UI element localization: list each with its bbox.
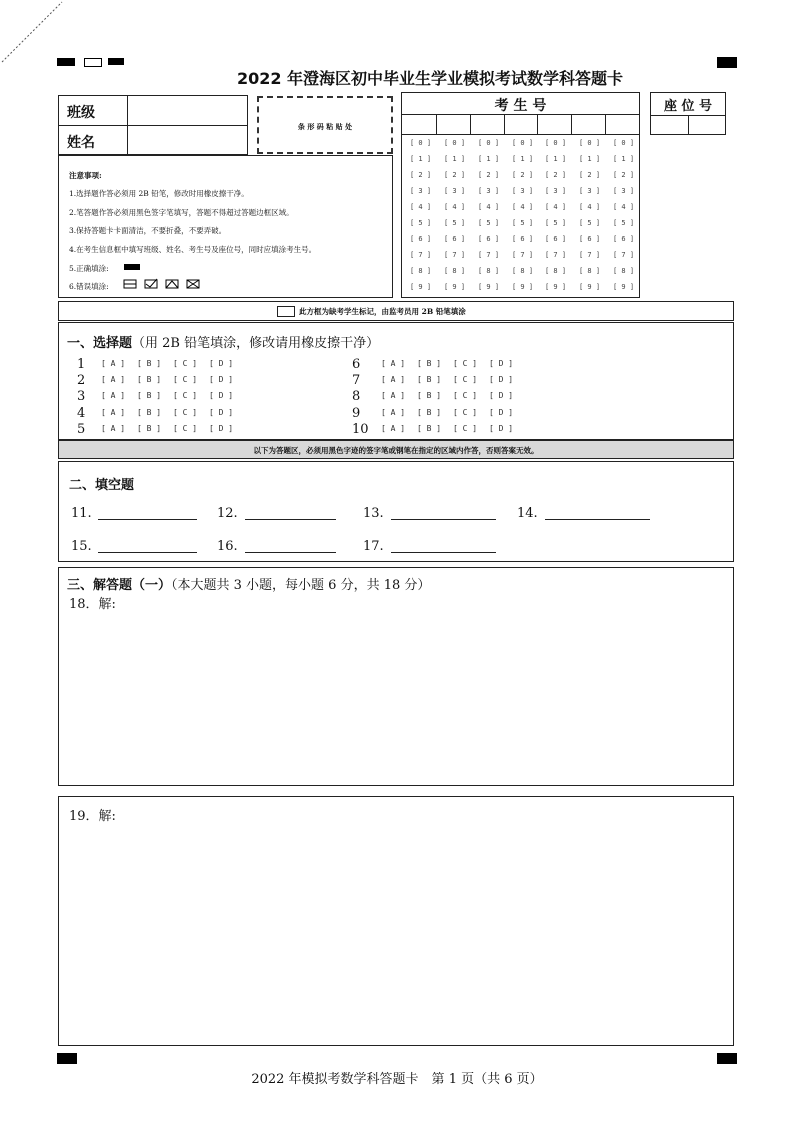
exam-digit-bubble[interactable]: [ 5 ] <box>512 219 534 227</box>
barcode-area <box>257 96 393 154</box>
question-number: 4 <box>77 405 86 421</box>
section1-title: 一、选择题 <box>67 336 133 351</box>
blank-line-17[interactable] <box>391 552 496 553</box>
choice-bubble-c[interactable]: [ C ] <box>453 375 478 385</box>
choice-bubble-b[interactable]: [ B ] <box>137 423 162 433</box>
choice-bubble-d[interactable]: [ D ] <box>209 391 234 401</box>
alignment-mark-hollow <box>84 58 102 67</box>
blank-number: 17. <box>363 539 384 554</box>
exam-digit-bubble[interactable]: [ 7 ] <box>579 251 601 259</box>
student-info-box <box>58 95 248 155</box>
choice-bubble-b[interactable]: [ B ] <box>417 359 442 368</box>
exam-digit-field[interactable] <box>437 115 469 133</box>
exam-digit-bubble[interactable]: [ 4 ] <box>613 203 635 211</box>
exam-digit-bubble[interactable]: [ 0 ] <box>545 139 567 147</box>
page-title: 2022 年澄海区初中毕业生学业模拟考试数学科答题卡 <box>236 69 624 88</box>
class-label: 班级 <box>67 105 95 121</box>
section3-title: 三、解答题（一） <box>67 578 172 593</box>
exam-digit-bubble[interactable]: [ 8 ] <box>444 267 466 275</box>
choice-bubble-d[interactable]: [ D ] <box>489 359 514 368</box>
choice-bubble-c[interactable]: [ C ] <box>173 407 198 417</box>
exam-digit-bubble[interactable]: [ 1 ] <box>579 155 601 163</box>
choice-bubble-b[interactable]: [ B ] <box>417 391 442 401</box>
blank-number: 15. <box>71 539 92 554</box>
exam-digit-bubble[interactable]: [ 9 ] <box>478 283 500 291</box>
exam-digit-bubble[interactable]: [ 3 ] <box>478 187 500 195</box>
choice-bubble-d[interactable]: [ D ] <box>209 359 234 368</box>
choice-bubble-a[interactable]: [ A ] <box>381 407 406 417</box>
choice-bubble-a[interactable]: [ A ] <box>101 407 126 417</box>
exam-digit-bubble[interactable]: [ 6 ] <box>444 235 466 243</box>
exam-digit-bubble[interactable]: [ 5 ] <box>545 219 567 227</box>
exam-digit-bubble[interactable]: [ 2 ] <box>444 171 466 179</box>
exam-digit-bubble[interactable]: [ 0 ] <box>410 139 432 147</box>
exam-digit-bubble[interactable]: [ 6 ] <box>478 235 500 243</box>
choice-section <box>58 322 734 440</box>
notice-title: 注意事项: <box>69 171 102 180</box>
exam-digit-bubble[interactable]: [ 3 ] <box>579 187 601 195</box>
notice-item: 6.错误填涂: <box>69 282 109 291</box>
exam-digit-bubble[interactable]: [ 9 ] <box>613 283 635 291</box>
alignment-mark <box>57 58 75 66</box>
choice-bubble-b[interactable]: [ B ] <box>137 375 162 385</box>
class-field[interactable] <box>129 97 247 124</box>
choice-bubble-d[interactable]: [ D ] <box>489 407 514 417</box>
seat-label: 座 位 号 <box>663 99 713 114</box>
notice-item: 4.在考生信息框中填写班级、姓名、考生号及座位号，同时应填涂考生号。 <box>69 245 317 254</box>
exam-digit-bubble[interactable]: [ 3 ] <box>410 187 432 195</box>
exam-digit-bubble[interactable]: [ 5 ] <box>410 219 432 227</box>
blank-line-13[interactable] <box>391 519 496 520</box>
seat-field-1[interactable] <box>652 116 687 134</box>
q18-answer-box[interactable] <box>58 567 734 786</box>
choice-bubble-a[interactable]: [ A ] <box>101 423 126 433</box>
wrong-fill-samples <box>123 278 213 290</box>
exam-digit-bubble[interactable]: [ 7 ] <box>410 251 432 259</box>
absent-checkbox[interactable] <box>277 306 295 317</box>
choice-bubble-b[interactable]: [ B ] <box>417 423 442 433</box>
exam-digit-bubble[interactable]: [ 9 ] <box>512 283 534 291</box>
section3-note: （本大题共 3 小题，每小题 6 分，共 18 分） <box>171 578 431 593</box>
barcode-label: 条 形 码 粘 贴 处 <box>297 122 353 131</box>
notice-item: 3.保持答题卡卡面清洁，不要折叠，不要弄破。 <box>69 226 227 235</box>
exam-digit-bubble[interactable]: [ 0 ] <box>478 139 500 147</box>
exam-digit-bubble[interactable]: [ 6 ] <box>512 235 534 243</box>
question-number: 9 <box>352 405 361 421</box>
exam-digit-bubble[interactable]: [ 7 ] <box>444 251 466 259</box>
blank-number: 14. <box>517 506 538 521</box>
exam-digit-bubble[interactable]: [ 6 ] <box>579 235 601 243</box>
choice-bubble-d[interactable]: [ D ] <box>209 423 234 433</box>
alignment-mark <box>717 57 737 68</box>
seat-field-2[interactable] <box>689 116 724 134</box>
exam-digit-field[interactable] <box>572 115 604 133</box>
exam-digit-bubble[interactable]: [ 5 ] <box>444 219 466 227</box>
choice-bubble-d[interactable]: [ D ] <box>209 375 234 385</box>
exam-digit-bubble[interactable]: [ 4 ] <box>579 203 601 211</box>
question-number: 6 <box>352 357 361 372</box>
exam-digit-bubble[interactable]: [ 5 ] <box>613 219 635 227</box>
exam-digit-bubble[interactable]: [ 3 ] <box>545 187 567 195</box>
answer-notice: 以下为答题区，必须用黑色字迹的签字笔或钢笔在指定的区域内作答，否则答案无效。 <box>253 446 539 455</box>
exam-digit-bubble[interactable]: [ 1 ] <box>444 155 466 163</box>
exam-number-grid <box>401 92 640 298</box>
exam-digit-bubble[interactable]: [ 4 ] <box>512 203 534 211</box>
exam-digit-bubble[interactable]: [ 2 ] <box>478 171 500 179</box>
exam-digit-field[interactable] <box>471 115 503 133</box>
exam-digit-bubble[interactable]: [ 7 ] <box>512 251 534 259</box>
question-number: 3 <box>77 389 86 405</box>
exam-digit-bubble[interactable]: [ 8 ] <box>545 267 567 275</box>
blank-line-14[interactable] <box>545 519 650 520</box>
question-number: 10 <box>352 421 369 437</box>
choice-bubble-b[interactable]: [ B ] <box>137 359 162 368</box>
exam-digit-bubble[interactable]: [ 8 ] <box>478 267 500 275</box>
exam-digit-field[interactable] <box>505 115 537 133</box>
choice-bubble-d[interactable]: [ D ] <box>489 391 514 401</box>
choice-bubble-d[interactable]: [ D ] <box>209 407 234 417</box>
name-label: 姓名 <box>67 135 95 151</box>
blank-line-11[interactable] <box>98 519 197 520</box>
notice-item: 1.选择题作答必须用 2B 铅笔，修改时用橡皮擦干净。 <box>69 189 249 198</box>
exam-digit-bubble[interactable]: [ 8 ] <box>512 267 534 275</box>
exam-digit-bubble[interactable]: [ 2 ] <box>410 171 432 179</box>
exam-digit-bubble[interactable]: [ 8 ] <box>613 267 635 275</box>
choice-bubble-a[interactable]: [ A ] <box>381 375 406 385</box>
exam-digit-bubble[interactable]: [ 7 ] <box>613 251 635 259</box>
choice-bubble-c[interactable]: [ C ] <box>453 423 478 433</box>
exam-digit-bubble[interactable]: [ 4 ] <box>444 203 466 211</box>
blank-line-12[interactable] <box>245 519 336 520</box>
exam-digit-bubble[interactable]: [ 1 ] <box>478 155 500 163</box>
exam-digit-bubble[interactable]: [ 1 ] <box>512 155 534 163</box>
choice-bubble-d[interactable]: [ D ] <box>489 423 514 433</box>
exam-number-label: 考 生 号 <box>494 98 547 114</box>
choice-bubble-c[interactable]: [ C ] <box>173 375 198 385</box>
exam-digit-bubble[interactable]: [ 0 ] <box>444 139 466 147</box>
exam-digit-bubble[interactable]: [ 0 ] <box>512 139 534 147</box>
section2-title: 二、填空题 <box>69 478 135 493</box>
exam-digit-bubble[interactable]: [ 8 ] <box>579 267 601 275</box>
choice-bubble-b[interactable]: [ B ] <box>137 391 162 401</box>
q19-answer-box[interactable] <box>58 796 734 1046</box>
alignment-mark <box>57 1053 77 1064</box>
exam-digit-bubble[interactable]: [ 4 ] <box>410 203 432 211</box>
blank-line-15[interactable] <box>98 552 197 553</box>
exam-digit-bubble[interactable]: [ 8 ] <box>410 267 432 275</box>
exam-digit-bubble[interactable]: [ 1 ] <box>613 155 635 163</box>
choice-bubble-a[interactable]: [ A ] <box>381 359 406 368</box>
exam-digit-bubble[interactable]: [ 2 ] <box>545 171 567 179</box>
choice-bubble-b[interactable]: [ B ] <box>417 375 442 385</box>
absent-bar <box>58 301 734 321</box>
exam-digit-bubble[interactable]: [ 1 ] <box>410 155 432 163</box>
exam-digit-bubble[interactable]: [ 0 ] <box>579 139 601 147</box>
question-number: 8 <box>352 389 361 405</box>
notice-item: 5.正确填涂: <box>69 264 109 273</box>
section1-note: （用 2B 铅笔填涂，修改请用橡皮擦干净） <box>132 336 380 351</box>
q19-label: 19．解: <box>69 809 116 824</box>
q18-label: 18．解: <box>69 597 116 612</box>
question-number: 7 <box>352 373 361 389</box>
exam-digit-bubble[interactable]: [ 9 ] <box>410 283 432 291</box>
seat-box <box>650 92 726 135</box>
exam-digit-bubble[interactable]: [ 2 ] <box>512 171 534 179</box>
choice-bubble-c[interactable]: [ C ] <box>173 423 198 433</box>
alignment-mark <box>108 58 124 65</box>
question-number: 2 <box>77 373 86 389</box>
correct-fill-sample <box>124 264 140 270</box>
exam-digit-bubble[interactable]: [ 9 ] <box>579 283 601 291</box>
exam-digit-bubble[interactable]: [ 3 ] <box>512 187 534 195</box>
choice-bubble-a[interactable]: [ A ] <box>101 375 126 385</box>
exam-digit-bubble[interactable]: [ 6 ] <box>613 235 635 243</box>
exam-digit-bubble[interactable]: [ 9 ] <box>545 283 567 291</box>
choice-bubble-a[interactable]: [ A ] <box>381 391 406 401</box>
choice-bubble-a[interactable]: [ A ] <box>381 423 406 433</box>
choice-bubble-c[interactable]: [ C ] <box>173 391 198 401</box>
exam-digit-bubble[interactable]: [ 2 ] <box>613 171 635 179</box>
exam-digit-field[interactable] <box>606 115 638 133</box>
choice-bubble-c[interactable]: [ C ] <box>453 359 478 368</box>
blank-number: 13. <box>363 506 384 521</box>
name-field[interactable] <box>129 127 247 154</box>
blank-number: 12. <box>217 506 238 521</box>
blank-number: 11. <box>71 506 92 521</box>
exam-digit-bubble[interactable]: [ 1 ] <box>545 155 567 163</box>
exam-digit-bubble[interactable]: [ 6 ] <box>410 235 432 243</box>
choice-bubble-a[interactable]: [ A ] <box>101 359 126 368</box>
alignment-mark <box>717 1053 737 1064</box>
exam-digit-bubble[interactable]: [ 4 ] <box>478 203 500 211</box>
exam-digit-bubble[interactable]: [ 7 ] <box>478 251 500 259</box>
notice-item: 2.笔答题作答必须用黑色签字笔填写，答题不得超过答题边框区域。 <box>69 208 294 217</box>
absent-note: 此方框为缺考学生标记，由监考员用 2B 铅笔填涂 <box>299 307 466 316</box>
notice-box <box>58 155 393 298</box>
exam-digit-bubble[interactable]: [ 5 ] <box>579 219 601 227</box>
choice-bubble-b[interactable]: [ B ] <box>137 407 162 417</box>
question-number: 1 <box>77 357 86 372</box>
exam-digit-bubble[interactable]: [ 7 ] <box>545 251 567 259</box>
choice-bubble-b[interactable]: [ B ] <box>417 407 442 417</box>
choice-bubble-a[interactable]: [ A ] <box>101 391 126 401</box>
choice-bubble-c[interactable]: [ C ] <box>453 391 478 401</box>
question-number: 5 <box>77 421 86 437</box>
fill-blank-section <box>58 461 734 562</box>
answer-notice-bar <box>58 440 734 459</box>
exam-digit-bubble[interactable]: [ 4 ] <box>545 203 567 211</box>
choice-bubble-d[interactable]: [ D ] <box>489 375 514 385</box>
exam-digit-bubble[interactable]: [ 3 ] <box>613 187 635 195</box>
exam-digit-bubble[interactable]: [ 9 ] <box>444 283 466 291</box>
choice-bubble-c[interactable]: [ C ] <box>173 359 198 368</box>
exam-digit-bubble[interactable]: [ 0 ] <box>613 139 635 147</box>
exam-digit-bubble[interactable]: [ 2 ] <box>579 171 601 179</box>
choice-bubble-c[interactable]: [ C ] <box>453 407 478 417</box>
page-footer: 2022 年模拟考数学科答题卡 第 1 页（共 6 页） <box>251 1072 543 1087</box>
exam-digit-bubble[interactable]: [ 6 ] <box>545 235 567 243</box>
exam-digit-field[interactable] <box>403 115 435 133</box>
exam-digit-field[interactable] <box>538 115 570 133</box>
exam-digit-bubble[interactable]: [ 3 ] <box>444 187 466 195</box>
blank-line-16[interactable] <box>245 552 336 553</box>
blank-number: 16. <box>217 539 238 554</box>
exam-digit-bubble[interactable]: [ 5 ] <box>478 219 500 227</box>
